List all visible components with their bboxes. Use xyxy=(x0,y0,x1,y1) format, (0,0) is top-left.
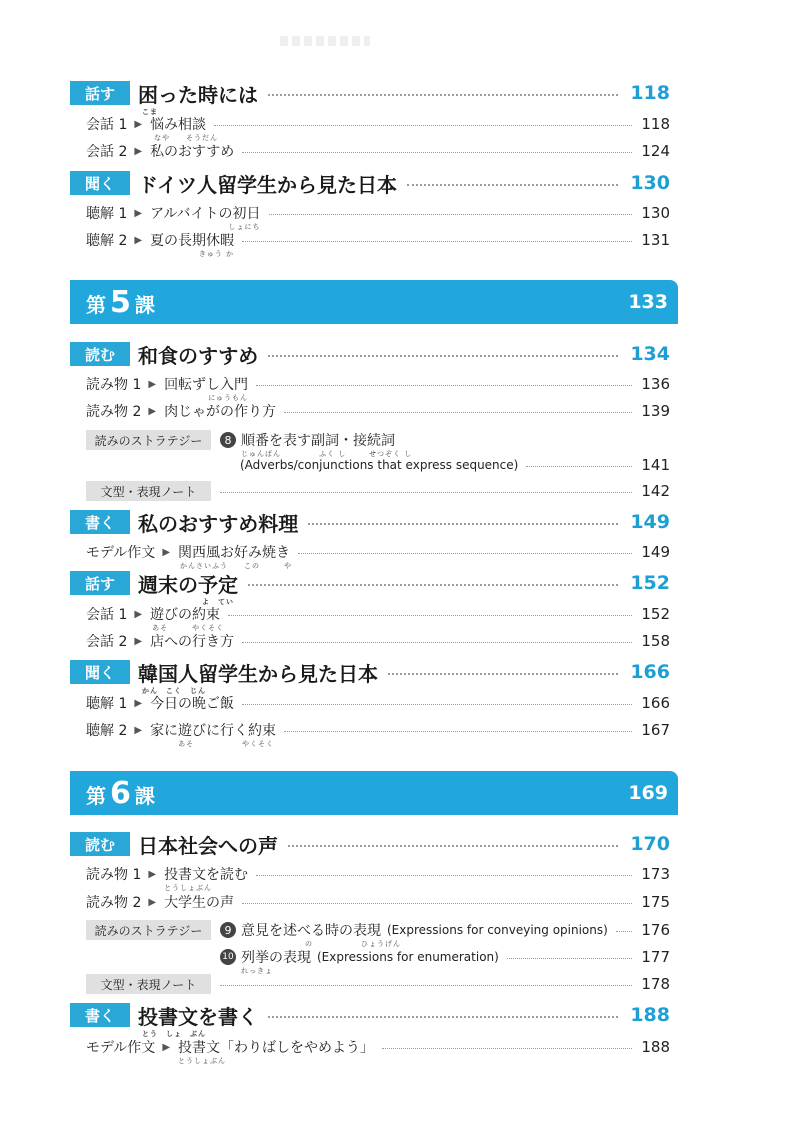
entry-label: 読み物 2 xyxy=(86,404,142,420)
strategy-title: 意見を述べる時の表現 の ひょうげん xyxy=(241,923,401,948)
strategy-english: (Expressions for enumeration) xyxy=(317,950,499,964)
leader-dots xyxy=(616,931,632,932)
badge-write: 書く xyxy=(70,1003,130,1027)
section-write-osusume[interactable] xyxy=(70,508,670,536)
section-speak-komatta[interactable] xyxy=(70,79,670,116)
entry-kaiwa-1[interactable] xyxy=(86,113,670,142)
entry-page: 173 xyxy=(641,865,670,883)
entry-page: 188 xyxy=(641,1038,670,1056)
entry-page: 124 xyxy=(641,142,670,160)
section-page: 166 xyxy=(630,661,670,683)
leader-dots xyxy=(268,355,618,357)
entry-kaiwa-1[interactable] xyxy=(86,603,670,632)
entry-page: 139 xyxy=(641,402,670,420)
entry-title: 家に遊びに行く約束 あそ やくそく xyxy=(150,723,277,748)
section-title: ドイツ人留学生から見た日本 xyxy=(138,172,397,197)
entry-page: 142 xyxy=(641,482,670,500)
lesson-label: 第 6 課 xyxy=(86,775,155,811)
leader-dots xyxy=(382,1048,632,1049)
number-circle-icon: 8 xyxy=(220,432,236,448)
entry-label: 聴解 2 xyxy=(86,233,128,249)
entry-title: 投書文を読む とうしょぶん xyxy=(164,867,249,892)
lesson-page: 133 xyxy=(628,291,668,313)
section-page: 152 xyxy=(630,572,670,594)
entry-title: 肉じゃがの作り方 xyxy=(164,404,277,420)
leader-dots xyxy=(242,704,632,705)
section-page: 188 xyxy=(630,1004,670,1026)
entry-model-sakubun[interactable] xyxy=(86,1036,670,1065)
entry-page: 130 xyxy=(641,204,670,222)
grammar-note-tag: 文型・表現ノート xyxy=(86,974,211,994)
section-page: 170 xyxy=(630,833,670,855)
triangle-icon: ▶ xyxy=(148,405,157,417)
entry-title: 私のおすすめ xyxy=(150,144,235,160)
lesson-5-banner[interactable] xyxy=(70,280,678,324)
section-page: 118 xyxy=(630,82,670,104)
triangle-icon: ▶ xyxy=(134,207,143,219)
triangle-icon: ▶ xyxy=(134,234,143,246)
leader-dots xyxy=(248,584,618,586)
section-listen-germany[interactable] xyxy=(70,169,670,197)
entry-label: 会話 1 xyxy=(86,117,128,133)
leader-dots xyxy=(284,412,632,413)
entry-title: 関西風お好み焼き かんさいふう この や xyxy=(178,545,293,570)
leader-dots xyxy=(298,553,632,554)
triangle-icon: ▶ xyxy=(134,724,143,736)
entry-title: 大学生の声 xyxy=(164,895,235,911)
entry-title: 投書文「わりばしをやめよう」 とうしょぶん xyxy=(178,1040,375,1065)
entry-kaiwa-2[interactable] xyxy=(86,630,670,652)
leader-dots xyxy=(288,845,618,847)
entry-label: モデル作文 xyxy=(86,545,156,561)
triangle-icon: ▶ xyxy=(134,118,143,130)
strategy-title: 列挙の表現 れっきょ xyxy=(241,950,311,975)
strategy-8-english xyxy=(240,455,670,475)
section-title: 私のおすすめ料理 xyxy=(138,511,299,536)
leader-dots xyxy=(269,214,632,215)
entry-page: 177 xyxy=(641,948,670,966)
entry-page: 136 xyxy=(641,375,670,393)
section-write-toushobun[interactable] xyxy=(70,1001,670,1038)
entry-yomimono-1[interactable] xyxy=(86,373,670,402)
entry-page: 176 xyxy=(641,921,670,939)
leader-dots xyxy=(256,385,632,386)
strategy-english: (Expressions for conveying opinions) xyxy=(387,923,608,937)
entry-choukai-1[interactable] xyxy=(86,692,670,714)
leader-dots xyxy=(220,985,632,986)
entry-kaiwa-2[interactable] xyxy=(86,140,670,162)
entry-page: 158 xyxy=(641,632,670,650)
strategy-english: (Adverbs/conjunctions that express sequence) xyxy=(240,458,519,472)
lesson-6-banner[interactable] xyxy=(70,771,678,815)
entry-page: 152 xyxy=(641,605,670,623)
entry-label: 聴解 2 xyxy=(86,723,128,739)
entry-choukai-2[interactable] xyxy=(86,719,670,748)
entry-title: 夏の長期休暇 きゅう か xyxy=(150,233,235,258)
lesson-page: 169 xyxy=(628,782,668,804)
triangle-icon: ▶ xyxy=(134,145,143,157)
badge-speak: 話す xyxy=(70,571,130,595)
leader-dots xyxy=(268,1016,618,1018)
leader-dots xyxy=(284,731,632,732)
entry-title: アルバイトの初日 しょにち xyxy=(150,206,261,231)
section-read-washoku[interactable] xyxy=(70,340,670,368)
leader-dots xyxy=(228,615,632,616)
leader-dots xyxy=(220,492,632,493)
badge-listen: 聞く xyxy=(70,660,130,684)
leader-dots xyxy=(268,94,618,96)
leader-dots xyxy=(407,184,618,186)
reading-strategy-tag: 読みのストラテジー xyxy=(86,920,211,940)
strategy-title: 順番を表す副詞・接続詞 じゅんばん ふく し せつぞく し xyxy=(241,433,413,458)
leader-dots xyxy=(507,958,632,959)
section-page: 134 xyxy=(630,343,670,365)
number-circle-icon: 9 xyxy=(220,922,236,938)
badge-write: 書く xyxy=(70,510,130,534)
entry-title: 遊びの約束 あそ やくそく xyxy=(150,607,225,632)
leader-dots xyxy=(242,903,632,904)
entry-choukai-2[interactable] xyxy=(86,229,670,258)
strategy-10[interactable] xyxy=(220,946,670,975)
entry-choukai-1[interactable] xyxy=(86,202,670,231)
entry-page: 178 xyxy=(641,975,670,993)
lesson-label: 第 5 課 xyxy=(86,284,155,320)
entry-page: 175 xyxy=(641,893,670,911)
entry-label: 会話 1 xyxy=(86,607,128,623)
entry-title: 店への行き方 xyxy=(150,634,235,650)
top-header-faint xyxy=(280,36,370,46)
grammar-note-tag: 文型・表現ノート xyxy=(86,481,211,501)
section-title: 和食のすすめ xyxy=(138,343,259,368)
leader-dots xyxy=(256,875,632,876)
entry-label: 読み物 1 xyxy=(86,867,142,883)
leader-dots xyxy=(242,152,632,153)
entry-label: 聴解 1 xyxy=(86,696,128,712)
entry-title: 回転ずし入門 にゅうもん xyxy=(164,377,249,402)
entry-model-sakubun[interactable] xyxy=(86,541,670,570)
section-read-shakai[interactable] xyxy=(70,830,670,858)
section-title: 投書文を書く とう しょ ぶん xyxy=(138,1004,258,1038)
entry-label: 会話 2 xyxy=(86,634,128,650)
badge-listen: 聞く xyxy=(70,171,130,195)
entry-label: 会話 2 xyxy=(86,144,128,160)
reading-strategy-tag: 読みのストラテジー xyxy=(86,430,211,450)
entry-page: 131 xyxy=(641,231,670,249)
section-title: 困った時には こま xyxy=(138,82,258,116)
entry-page: 167 xyxy=(641,721,670,739)
entry-page: 141 xyxy=(641,456,670,474)
section-title: 日本社会への声 xyxy=(138,833,278,858)
entry-title: 今日の晩ご飯 xyxy=(150,696,235,712)
number-circle-icon: 10 xyxy=(220,949,236,965)
triangle-icon: ▶ xyxy=(134,608,143,620)
grammar-note-row[interactable] xyxy=(220,973,670,995)
badge-read: 読む xyxy=(70,342,130,366)
leader-dots xyxy=(214,125,632,126)
badge-read: 読む xyxy=(70,832,130,856)
entry-page: 166 xyxy=(641,694,670,712)
entry-yomimono-1[interactable] xyxy=(86,863,670,892)
triangle-icon: ▶ xyxy=(148,868,157,880)
strategy-9[interactable] xyxy=(220,919,670,948)
triangle-icon: ▶ xyxy=(134,635,143,647)
entry-yomimono-2[interactable] xyxy=(86,891,670,913)
section-speak-shumatsu[interactable] xyxy=(70,569,670,606)
entry-yomimono-2[interactable] xyxy=(86,400,670,422)
triangle-icon: ▶ xyxy=(134,697,143,709)
entry-page: 118 xyxy=(641,115,670,133)
section-page: 149 xyxy=(630,511,670,533)
entry-label: 聴解 1 xyxy=(86,206,128,222)
triangle-icon: ▶ xyxy=(148,896,157,908)
entry-label: モデル作文 xyxy=(86,1040,156,1056)
entry-label: 読み物 1 xyxy=(86,377,142,393)
leader-dots xyxy=(242,241,632,242)
entry-title: 悩み相談 なや そうだん xyxy=(150,117,219,142)
section-title: 週末の予定 よ てい xyxy=(138,572,238,606)
section-title: 韓国人留学生から見た日本 かん こく じん xyxy=(138,661,378,695)
leader-dots xyxy=(308,523,618,525)
leader-dots xyxy=(242,642,632,643)
strategy-8[interactable] xyxy=(220,429,670,458)
triangle-icon: ▶ xyxy=(162,546,171,558)
section-listen-korea[interactable] xyxy=(70,658,670,695)
entry-page: 149 xyxy=(641,543,670,561)
grammar-note-row[interactable] xyxy=(220,480,670,502)
leader-dots xyxy=(526,466,632,467)
triangle-icon: ▶ xyxy=(162,1041,171,1053)
triangle-icon: ▶ xyxy=(148,378,157,390)
leader-dots xyxy=(388,673,618,675)
badge-speak: 話す xyxy=(70,81,130,105)
entry-label: 読み物 2 xyxy=(86,895,142,911)
section-page: 130 xyxy=(630,172,670,194)
